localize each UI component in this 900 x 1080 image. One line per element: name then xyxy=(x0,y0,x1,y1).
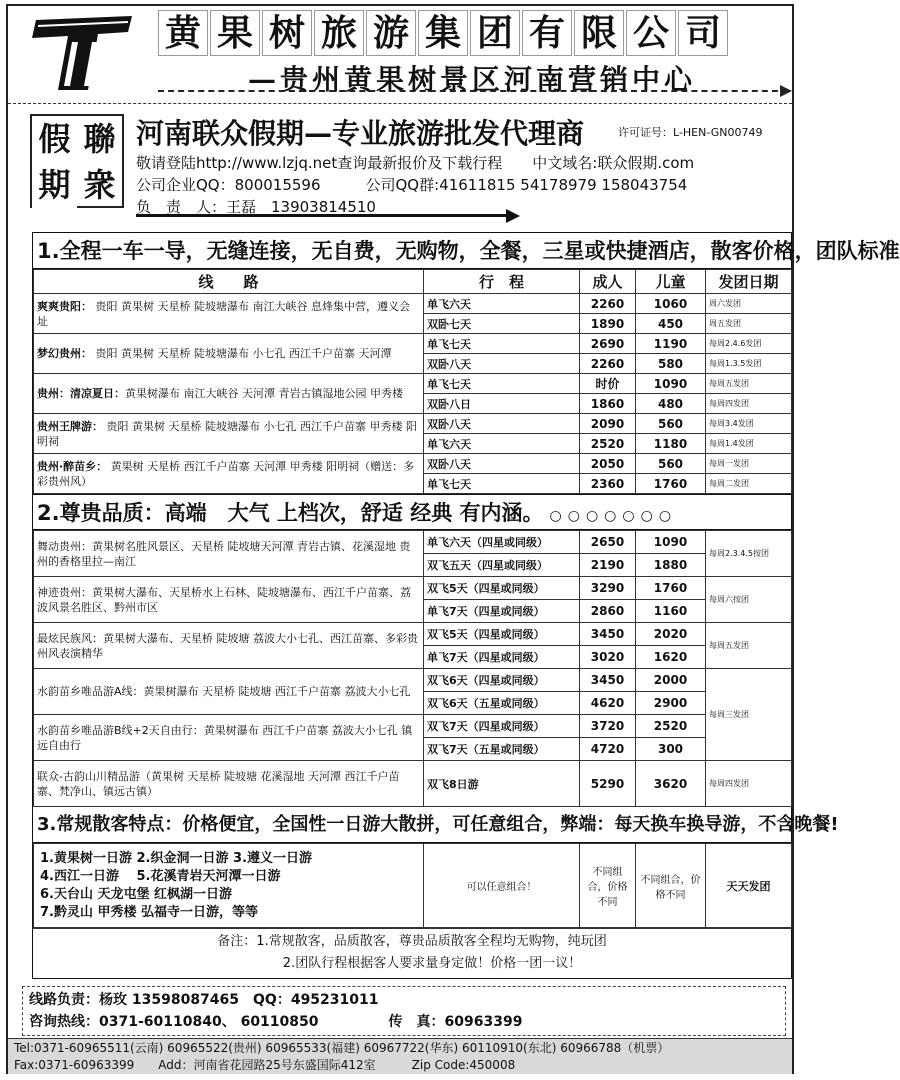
itinerary-cell: 单飞七天 xyxy=(424,374,580,394)
header-itinerary: 行 程 xyxy=(424,270,580,294)
stamp-char: 聯 xyxy=(77,116,122,162)
table-row xyxy=(34,374,792,394)
group-name-char: 集 xyxy=(418,10,468,56)
departure-cell: 每周四发团 xyxy=(706,761,792,807)
itinerary-cell: 双飞6天（四星或同级） xyxy=(424,669,580,692)
table-row xyxy=(34,761,792,807)
adult-price: 2690 xyxy=(580,334,636,354)
section2-title-text: 2.尊贵品质：高端 大气 上档次，舒适 经典 有内涵。 xyxy=(37,501,544,525)
section3-title: 3.常规散客特点：价格便宜，全国性一日游大散拼，可任意组合，弊端：每天换车换导游，不含晚餐! xyxy=(33,807,791,843)
list-item: 6.天台山 天龙屯堡 红枫湖一日游 xyxy=(40,886,233,902)
route-desc: 贵阳 黄果树 天星桥 陡坡塘瀑布 小七孔 西江千户苗寨 甲秀楼 阳明祠 xyxy=(37,419,417,448)
child-price: 1190 xyxy=(636,334,706,354)
itinerary-cell: 单飞六天（四星或同级） xyxy=(424,531,580,554)
route-cell: 水韵苗乡唯品游A线：黄果树瀑布 天星桥 陡坡塘 西江千户苗寨 荔波大小七孔 xyxy=(34,669,424,715)
route-cell: 水韵苗乡唯品游B线+2天自由行：黄果树瀑布 西江千户苗寨 荔波大小七孔 镇远自由行 xyxy=(34,715,424,761)
departure-cell: 每周2.4.6发团 xyxy=(706,334,792,354)
adult-price: 2190 xyxy=(580,554,636,577)
child-price: 1180 xyxy=(636,434,706,454)
notes xyxy=(33,928,791,978)
header-child: 儿童 xyxy=(636,270,706,294)
section2-table xyxy=(33,530,792,807)
group-header xyxy=(8,6,792,104)
agency-qq-line: 公司企业QQ：800015596 公司QQ群:41611815 54178979 158043754 xyxy=(136,176,688,194)
contact-box xyxy=(22,986,786,1036)
table-row xyxy=(34,715,792,738)
route-desc: 黄果树瀑布 南江大峡谷 天河潭 青岩古镇湿地公园 甲秀楼 xyxy=(125,387,403,400)
child-price: 1060 xyxy=(636,294,706,314)
adult-price: 2050 xyxy=(580,454,636,474)
route-name: 贵州：清凉夏日： xyxy=(37,387,125,400)
adult-price: 2090 xyxy=(580,414,636,434)
footer-address: Fax:0371-60963399 Add：河南省花园路25号东盛国际412室 Zip Code:450008 xyxy=(14,1058,516,1072)
child-price: 2520 xyxy=(636,715,706,738)
itinerary-cell: 单飞7天（四星或同级） xyxy=(424,646,580,669)
child-price: 450 xyxy=(636,314,706,334)
price-table xyxy=(32,232,900,979)
adult-price: 2650 xyxy=(580,531,636,554)
adult-price: 4720 xyxy=(580,738,636,761)
departure-cell: 每周六按团 xyxy=(706,577,792,623)
table-row xyxy=(34,414,792,434)
departure-cell: 天天发团 xyxy=(706,844,792,928)
stamp-char: 假 xyxy=(38,120,71,158)
route-cell: 舞动贵州：黄果树名胜风景区、天星桥 陡坡塘天河潭 青岩古镇、花溪湿地 贵州的香格里拉—南江 xyxy=(34,531,424,577)
section3-table xyxy=(33,843,792,928)
itinerary-cell: 双卧八天 xyxy=(424,414,580,434)
child-price: 3620 xyxy=(636,761,706,807)
route-name: 贵州王牌游： xyxy=(37,419,103,433)
child-price: 580 xyxy=(636,354,706,374)
footer xyxy=(8,1038,792,1074)
route-cell xyxy=(34,294,424,334)
adult-price: 2260 xyxy=(580,354,636,374)
table-row xyxy=(34,294,792,314)
child-price: 300 xyxy=(636,738,706,761)
combine-cell: 可以任意组合！ xyxy=(424,844,580,928)
group-subtitle: —贵州黄果树景区河南营销中心 xyxy=(248,63,697,96)
child-price: 2020 xyxy=(636,623,706,646)
note-line: 备注：1.常规散客，品质散客，尊贵品质散客全程均无购物，纯玩团 xyxy=(217,934,607,949)
section1-title: 1.全程一车一导，无缝连接，无自费，无购物，全餐，三星或快捷酒店，散客价格，团队标准 xyxy=(33,233,791,269)
agency-website-line: 敬请登陆http://www.lzjq.net查询最新报价及下载行程 中文域名:联众假期.com xyxy=(136,154,695,172)
group-name-char: 团 xyxy=(470,10,520,56)
departure-cell: 每周五发团 xyxy=(706,374,792,394)
child-price: 1620 xyxy=(636,646,706,669)
group-name-char: 公 xyxy=(626,10,676,56)
itinerary-cell: 双卧八天 xyxy=(424,454,580,474)
itinerary-cell: 双卧七天 xyxy=(424,314,580,334)
list-item: 7.黔灵山 甲秀楼 弘福寺一日游，等等 xyxy=(40,904,259,920)
departure-cell: 每周2.3.4.5按团 xyxy=(706,531,792,577)
departure-cell: 每周1.3.5发团 xyxy=(706,354,792,374)
itinerary-cell: 双飞6天（五星或同级） xyxy=(424,692,580,715)
adult-price: 4620 xyxy=(580,692,636,715)
hotline: 咨询热线：0371-60110840、 60110850 xyxy=(29,1014,319,1030)
departure-cell: 每周3.4发团 xyxy=(706,414,792,434)
group-name-char: 有 xyxy=(522,10,572,56)
departure-cell: 每周一发团 xyxy=(706,454,792,474)
adult-price: 5290 xyxy=(580,761,636,807)
child-price: 560 xyxy=(636,414,706,434)
child-price: 1090 xyxy=(636,374,706,394)
route-name: 贵州·醉苗乡： xyxy=(37,459,108,473)
header-departure: 发团日期 xyxy=(706,270,792,294)
agency-arrow-icon xyxy=(136,214,516,217)
child-price: 480 xyxy=(636,394,706,414)
header-arrow-icon xyxy=(158,90,788,92)
section1-header-row xyxy=(34,270,792,294)
adult-price: 3020 xyxy=(580,646,636,669)
itinerary-cell: 双卧八日 xyxy=(424,394,580,414)
agency-license: 许可证号：L-HEN-GN00749 xyxy=(618,126,763,139)
group-name-char: 果 xyxy=(210,10,260,56)
table-row xyxy=(34,334,792,354)
group-name-char: 司 xyxy=(678,10,728,56)
child-price: 1760 xyxy=(636,577,706,600)
list-item: 4.西江一日游 5.花溪青岩天河潭一日游 xyxy=(40,868,281,884)
departure-cell: 每周二发团 xyxy=(706,474,792,494)
adult-price: 不同组合，价格不同 xyxy=(580,844,636,928)
adult-price: 2860 xyxy=(580,600,636,623)
child-price: 1880 xyxy=(636,554,706,577)
stamp-char: 衆 xyxy=(83,166,116,204)
departure-cell: 周五发团 xyxy=(706,314,792,334)
group-name-char: 旅 xyxy=(314,10,364,56)
route-name: 爽爽贵阳： xyxy=(37,299,92,313)
child-price: 不同组合，价格不同 xyxy=(636,844,706,928)
itinerary-cell: 双飞五天（四星或同级） xyxy=(424,554,580,577)
route-cell: 最炫民族风：黄果树大瀑布、天星桥 陡坡塘 荔波大小七孔、西江苗寨、多彩贵州风表演精华 xyxy=(34,623,424,669)
table-row xyxy=(34,669,792,692)
group-name-char: 树 xyxy=(262,10,312,56)
route-manager-line: 线路负责：杨玫 13598087465 QQ：495231011 xyxy=(29,992,379,1008)
child-price: 2900 xyxy=(636,692,706,715)
route-cell xyxy=(34,334,424,374)
itinerary-cell: 单飞七天 xyxy=(424,474,580,494)
group-name-char: 黄 xyxy=(158,10,208,56)
departure-cell: 每周四发团 xyxy=(706,394,792,414)
adult-price: 2360 xyxy=(580,474,636,494)
route-cell xyxy=(34,374,424,414)
table-row xyxy=(34,531,792,554)
table-row xyxy=(34,577,792,600)
itinerary-cell: 双飞5天（四星或同级） xyxy=(424,577,580,600)
route-cell: 神迹贵州：黄果树大瀑布、天星桥水上石林、陡坡塘瀑布、西江千户苗寨、荔波风景名胜区、黔州市区 xyxy=(34,577,424,623)
adult-price: 1860 xyxy=(580,394,636,414)
child-price: 1090 xyxy=(636,531,706,554)
footer-tel: Tel:0371-60965511(云南) 60965522(贵州) 60965533(福建) 60967722(华东) 60110910(东北) 60966788（机票） xyxy=(14,1041,670,1055)
child-price: 560 xyxy=(636,454,706,474)
table-row xyxy=(34,623,792,646)
agency-title: 河南联众假期—专业旅游批发代理商 xyxy=(136,117,585,150)
table-row xyxy=(34,454,792,474)
adult-price: 3450 xyxy=(580,623,636,646)
section1-table xyxy=(33,269,792,494)
fax: 传 真：60963399 xyxy=(388,1014,523,1030)
section2-dots: ○○○○○○○ xyxy=(549,508,678,524)
list-item: 1.黄果树一日游 2.织金洞一日游 3.遵义一日游 xyxy=(40,850,313,866)
itinerary-cell: 单飞七天 xyxy=(424,334,580,354)
agency-manager-line: 负 责 人：王磊 13903814510 xyxy=(136,198,376,216)
adult-price: 3450 xyxy=(580,669,636,692)
header-adult: 成人 xyxy=(580,270,636,294)
stamp-char: 期 xyxy=(32,162,77,208)
table-row xyxy=(34,844,792,928)
departure-cell: 每周1.4发团 xyxy=(706,434,792,454)
itinerary-cell: 双卧八天 xyxy=(424,354,580,374)
group-name-char: 限 xyxy=(574,10,624,56)
route-cell xyxy=(34,414,424,454)
route-desc: 贵阳 黄果树 天星桥 陡坡塘瀑布 小七孔 西江千户苗寨 天河潭 xyxy=(95,347,392,360)
header-route: 线 路 xyxy=(34,270,424,294)
route-cell xyxy=(34,454,424,494)
child-price: 2000 xyxy=(636,669,706,692)
route-cell: 联众-古韵山川精品游（黄果树 天星桥 陡坡塘 花溪湿地 天河潭 西江千户苗寨、梵净山、镇远古镇） xyxy=(34,761,424,807)
group-logo-icon xyxy=(28,12,138,94)
route-name: 梦幻贵州： xyxy=(37,347,92,360)
route-desc: 黄果树 天星桥 西江千户苗寨 天河潭 甲秀楼 阳明祠（赠送：多彩贵州风） xyxy=(37,459,415,488)
itinerary-cell: 单飞六天 xyxy=(424,294,580,314)
departure-cell: 每周五发团 xyxy=(706,623,792,669)
adult-price: 1890 xyxy=(580,314,636,334)
departure-cell: 每周三发团 xyxy=(706,669,792,761)
itinerary-cell: 双飞7天（四星或同级） xyxy=(424,715,580,738)
itinerary-cell: 双飞7天（五星或同级） xyxy=(424,738,580,761)
adult-price: 3720 xyxy=(580,715,636,738)
group-name xyxy=(158,10,730,56)
departure-cell: 周六发团 xyxy=(706,294,792,314)
agency-stamp xyxy=(30,114,124,208)
hotline-row xyxy=(29,1011,779,1033)
flyer-page xyxy=(6,4,900,1074)
note-line: 2.团队行程根据客人要求量身定做！价格一团一议！ xyxy=(282,956,582,971)
adult-price: 2520 xyxy=(580,434,636,454)
route-desc: 贵阳 黄果树 天星桥 陡坡塘瀑布 南江大峡谷 息烽集中营，遵义会址 xyxy=(37,299,410,328)
adult-price: 2260 xyxy=(580,294,636,314)
child-price: 1760 xyxy=(636,474,706,494)
adult-price: 3290 xyxy=(580,577,636,600)
itinerary-cell: 双飞5天（四星或同级） xyxy=(424,623,580,646)
group-name-char: 游 xyxy=(366,10,416,56)
child-price: 1160 xyxy=(636,600,706,623)
itinerary-cell: 单飞7天（四星或同级） xyxy=(424,600,580,623)
section2-title xyxy=(33,494,791,530)
adult-price: 时价 xyxy=(580,374,636,394)
agency-block xyxy=(8,104,792,230)
day-tour-list xyxy=(34,844,424,928)
itinerary-cell: 单飞六天 xyxy=(424,434,580,454)
itinerary-cell: 双飞8日游 xyxy=(424,761,580,807)
